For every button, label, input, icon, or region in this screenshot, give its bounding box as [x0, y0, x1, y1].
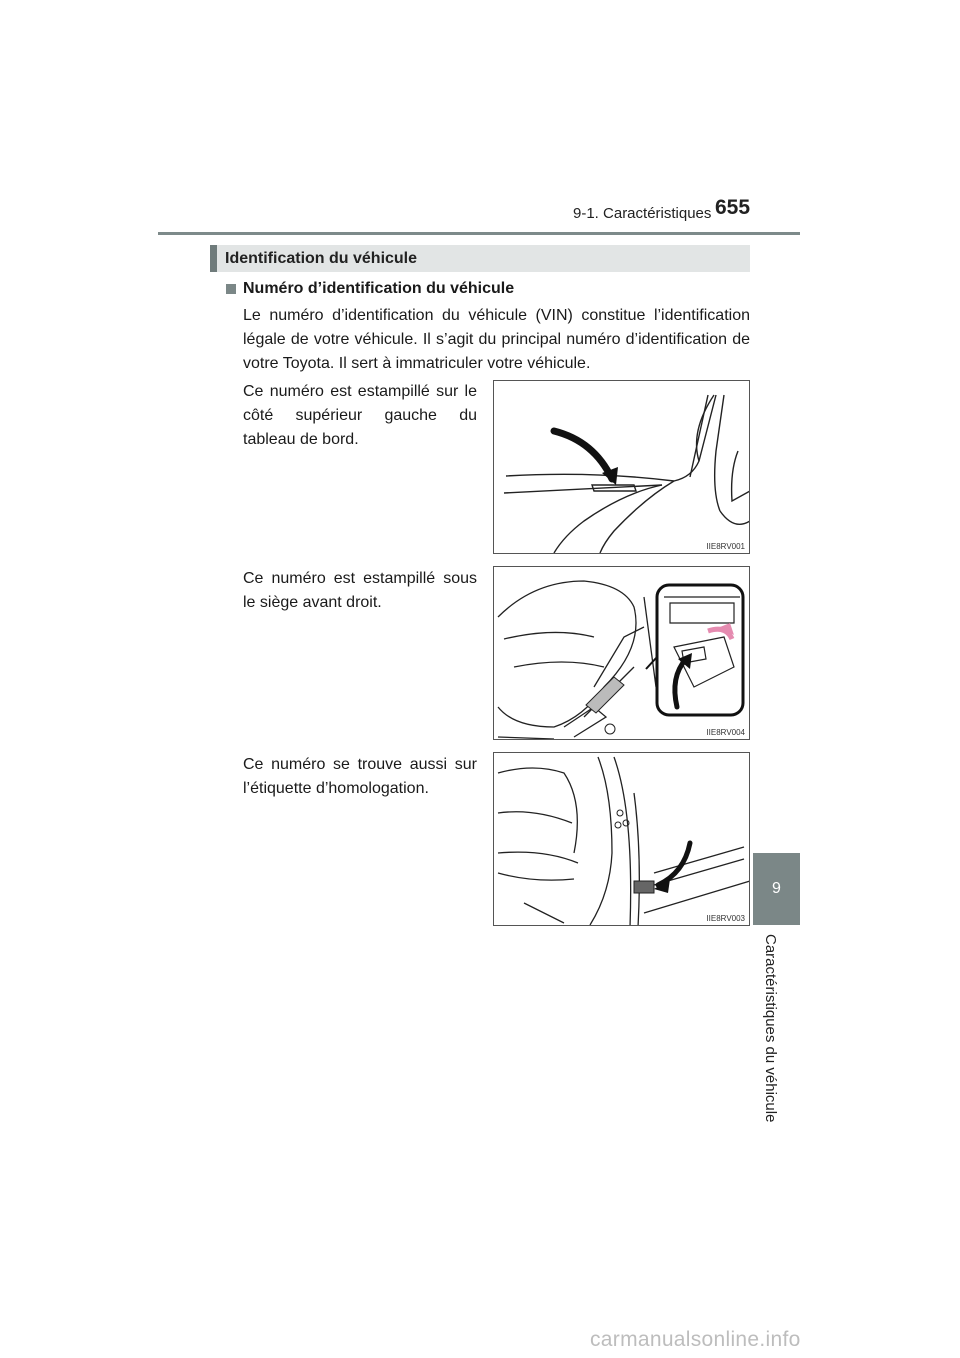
figure-label-vin	[493, 752, 750, 926]
seat-illustration	[494, 567, 750, 740]
intro-paragraph: Le numéro d’identification du véhicule (VIN) constitue l’identification légale de votre véhicule. Il s’agit du principal numéro d’identification de votre Toyota. Il sert à immatriculer votre véhicule.	[243, 307, 750, 372]
watermark: carmanualsonline.info	[590, 1328, 801, 1351]
location-text-dashboard: Ce numéro est estampillé sur le côté supérieur gauche du tableau de bord.	[243, 383, 477, 448]
chapter-tab-number: 9	[772, 880, 781, 897]
section-title: Identification du véhicule	[225, 250, 418, 267]
figure-code: IIE8RV004	[706, 728, 745, 737]
figure-seat-vin	[493, 566, 750, 740]
subsection-heading: Numéro d’identification du véhicule	[243, 280, 515, 297]
door-pillar-illustration	[494, 753, 750, 926]
running-header-section: 9-1. Caractéristiques	[573, 205, 712, 222]
location-text-label: Ce numéro se trouve aussi sur l’étiquette d’homologation.	[243, 756, 477, 797]
section-banner-accent	[210, 245, 217, 272]
page-number: 655	[715, 196, 751, 219]
location-text-seat: Ce numéro est estampillé sous le siège avant droit.	[243, 570, 477, 611]
header-divider	[158, 232, 800, 235]
figure-dashboard-vin	[493, 380, 750, 554]
dashboard-illustration	[494, 381, 750, 554]
figure-code: IIE8RV003	[706, 914, 745, 923]
square-bullet-icon	[226, 284, 236, 294]
chapter-side-label: Caractéristiques du véhicule	[762, 934, 779, 1123]
figure-code: IIE8RV001	[706, 542, 745, 551]
